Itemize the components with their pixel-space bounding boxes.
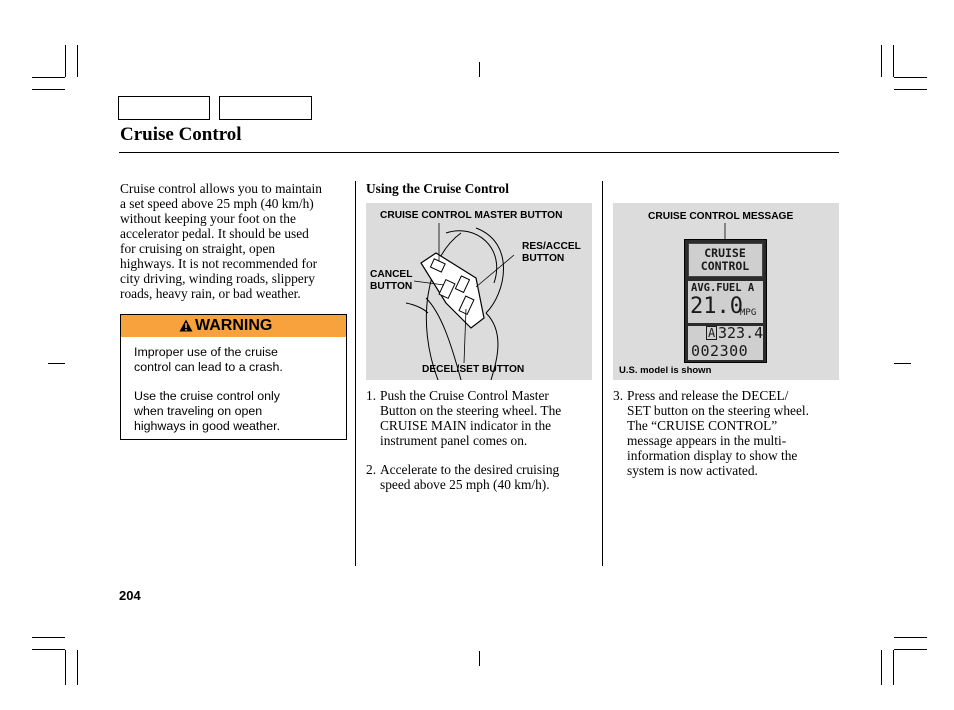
warning-line: highways in good weather. xyxy=(134,419,281,433)
res-accel-label xyxy=(522,241,581,265)
crop-mark xyxy=(881,650,882,685)
avg-fuel-panel xyxy=(688,281,763,323)
warning-text xyxy=(134,345,283,375)
intro-line: city driving, winding roads, slippery xyxy=(120,271,315,286)
mpg-unit: MPG xyxy=(740,308,757,318)
crop-mark xyxy=(894,363,911,364)
step-line: speed above 25 mph (40 km/h). xyxy=(380,477,550,492)
step-line: message appears in the multi- xyxy=(627,433,787,448)
model-note: U.S. model is shown xyxy=(619,365,712,376)
display-line: CONTROL xyxy=(700,259,750,273)
cruise-message-label: CRUISE CONTROL MESSAGE xyxy=(648,211,794,222)
nav-tab-box[interactable] xyxy=(219,96,312,120)
step-text xyxy=(380,388,561,448)
step-line: Press and release the DECEL/ xyxy=(627,388,789,403)
trip-value: 323.4 xyxy=(718,324,764,342)
crop-mark xyxy=(32,77,65,78)
warning-label: WARNING xyxy=(195,317,273,334)
step-line: The “CRUISE CONTROL” xyxy=(627,418,778,433)
odometer-value: 002300 xyxy=(691,342,749,360)
warning-text xyxy=(134,389,280,434)
crop-mark xyxy=(77,650,78,685)
crop-mark xyxy=(479,62,480,77)
step-line: Button on the steering wheel. The xyxy=(380,403,562,418)
intro-paragraph xyxy=(120,181,350,301)
warning-box xyxy=(120,314,347,440)
warning-header xyxy=(121,315,346,337)
intro-line: highways. It is not recommended for xyxy=(120,256,318,271)
master-button-label: CRUISE CONTROL MASTER BUTTON xyxy=(380,210,563,221)
column-divider xyxy=(602,181,603,566)
caption-line: RES/ACCEL xyxy=(522,241,581,252)
warning-triangle-icon xyxy=(179,319,193,332)
crop-mark xyxy=(893,45,894,77)
caption-line: BUTTON xyxy=(522,253,565,264)
steering-wheel-figure xyxy=(366,203,592,380)
step-number: 3. xyxy=(613,388,624,403)
step-text xyxy=(380,462,559,492)
step-line: Push the Cruise Control Master xyxy=(380,388,549,403)
warning-line: when traveling on open xyxy=(134,404,263,418)
step-text xyxy=(627,388,809,478)
step-number: 1. xyxy=(366,388,377,403)
odometer-panel xyxy=(688,326,763,360)
avg-fuel-label: AVG.FUEL A xyxy=(691,282,755,294)
nav-tab-box[interactable] xyxy=(118,96,210,120)
crop-mark xyxy=(32,649,65,650)
caption-line: BUTTON xyxy=(370,281,413,292)
intro-line: accelerator pedal. It should be used xyxy=(120,226,309,241)
crop-mark xyxy=(894,637,927,638)
crop-mark xyxy=(893,650,894,685)
display-line: CRUISE xyxy=(704,246,746,260)
crop-mark xyxy=(894,649,927,650)
multi-information-display xyxy=(684,239,767,363)
decel-set-label: DECEL/SET BUTTON xyxy=(422,364,525,375)
trip-prefix: A xyxy=(708,326,716,340)
crop-mark xyxy=(881,45,882,77)
intro-line: a set speed above 25 mph (40 km/h) xyxy=(120,196,314,211)
title-rule xyxy=(119,152,839,153)
section-heading: Using the Cruise Control xyxy=(366,181,509,196)
crop-mark xyxy=(48,363,65,364)
intro-line: for cruising on straight, open xyxy=(120,241,276,256)
crop-mark xyxy=(32,89,65,90)
column-divider xyxy=(355,181,356,566)
step-line: system is now activated. xyxy=(627,463,758,478)
crop-mark xyxy=(77,45,78,77)
crop-mark xyxy=(894,77,927,78)
warning-line: Use the cruise control only xyxy=(134,389,281,403)
step-line: SET button on the steering wheel. xyxy=(627,403,809,418)
mpg-value: 21.0 xyxy=(690,294,743,319)
warning-line: control can lead to a crash. xyxy=(134,360,283,374)
step-line: instrument panel comes on. xyxy=(380,433,528,448)
intro-line: Cruise control allows you to maintain xyxy=(120,181,322,196)
crop-mark xyxy=(894,89,927,90)
warning-line: Improper use of the cruise xyxy=(134,345,278,359)
step-line: Accelerate to the desired cruising xyxy=(380,462,560,477)
crop-mark xyxy=(479,651,480,666)
crop-mark xyxy=(65,45,66,77)
cruise-control-message xyxy=(688,243,763,277)
cancel-label xyxy=(370,269,412,293)
step-line: CRUISE MAIN indicator in the xyxy=(380,418,552,433)
page-number: 204 xyxy=(119,588,141,603)
page-title: Cruise Control xyxy=(120,124,242,145)
caption-line: CANCEL xyxy=(370,269,413,280)
step-line: information display to show the xyxy=(627,448,798,463)
crop-mark xyxy=(32,637,65,638)
step-number: 2. xyxy=(366,462,377,477)
intro-line: roads, heavy rain, or bad weather. xyxy=(120,286,301,301)
intro-line: without keeping your foot on the xyxy=(120,211,296,226)
crop-mark xyxy=(65,650,66,685)
